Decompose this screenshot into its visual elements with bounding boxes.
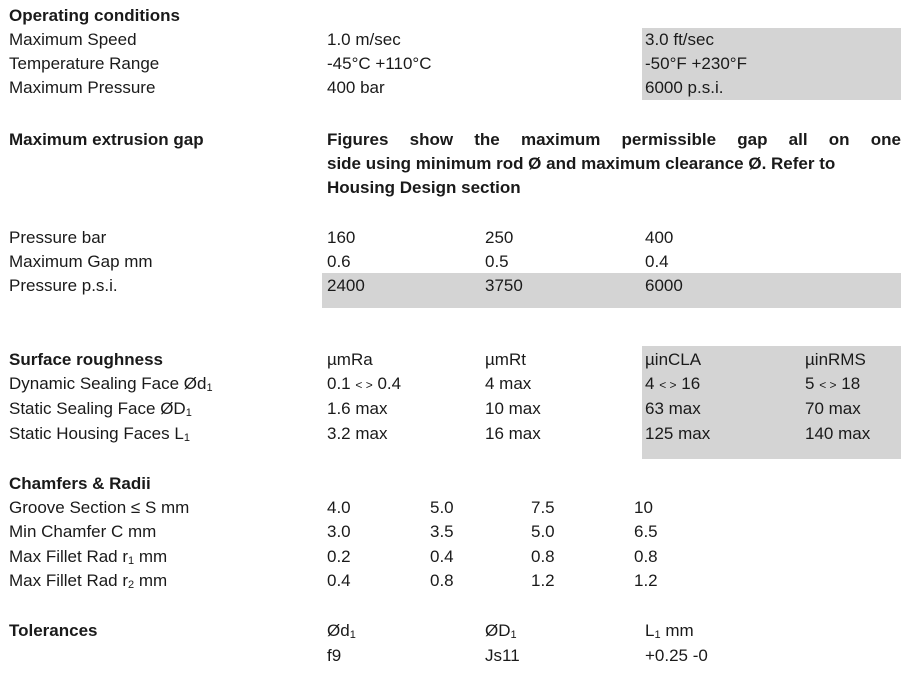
roughness-col-ra: µmRa [327,350,373,369]
tolerance-length-label-sub: 1 [654,629,661,641]
fillet-r2-label [9,569,167,593]
tolerance-rod-value: f9 [327,646,342,665]
dynamic-face-cla [645,372,700,397]
static-face-rms: 70 max [805,399,861,418]
groove-section-value-4: 10 [634,498,653,517]
fillet-r1-value-1: 0.2 [327,547,351,566]
dynamic-face-cla-b: 16 [681,374,701,393]
housing-faces-ra: 3.2 max [327,424,388,443]
tolerance-rod-label-text: Ød [327,621,350,640]
dynamic-face-rms-sep: < > [819,378,837,392]
max-pressure-metric: 400 bar [327,78,385,97]
dynamic-face-label-sub: 1 [206,382,213,394]
dynamic-face-ra-b: 0.4 [377,374,402,393]
dynamic-face-ra [327,372,401,397]
fillet-r2-value-4: 1.2 [634,571,658,590]
fillet-r2-label-text: Max Fillet Rad r [9,571,129,590]
tolerance-bore-label-text: ØD [485,621,511,640]
fillet-r2-value-1: 0.4 [327,571,351,590]
max-gap-value-3: 0.4 [645,252,669,271]
tolerance-bore-value: Js11 [485,646,520,665]
pressure-bar-label: Pressure bar [9,228,107,247]
tolerance-length-label-text: L [645,621,655,640]
max-gap-value-1: 0.6 [327,252,351,271]
roughness-col-cla: µinCLA [645,350,702,369]
min-chamfer-value-1: 3.0 [327,522,351,541]
dynamic-face-rt: 4 max [485,374,532,393]
fillet-r1-value-4: 0.8 [634,547,658,566]
housing-faces-rms: 140 max [805,424,871,443]
dynamic-face-rms [805,372,860,397]
min-chamfer-value-3: 5.0 [531,522,555,541]
groove-section-label-text: Groove Section ≤ S mm [9,498,190,517]
extrusion-note [327,128,901,200]
tolerance-length-value: +0.25 -0 [645,646,708,665]
groove-section-value-2: 5.0 [430,498,454,517]
max-speed-imperial: 3.0 ft/sec [645,30,714,49]
temperature-metric: -45°C +110°C [327,54,432,73]
min-chamfer-label-text: Min Chamfer C mm [9,522,157,541]
min-chamfer-value-4: 6.5 [634,522,658,541]
static-face-label [9,397,192,421]
static-face-cla: 63 max [645,399,701,418]
housing-faces-label-text: Static Housing Faces L [9,424,184,443]
dynamic-face-rms-a: 5 [805,374,815,393]
groove-section-label [9,496,189,520]
min-chamfer-value-2: 3.5 [430,522,454,541]
min-chamfer-label [9,520,156,544]
housing-faces-rt: 16 max [485,424,541,443]
tolerance-rod-label [327,619,356,643]
dynamic-face-ra-a: 0.1 [327,374,351,393]
extrusion-note-line3: Housing Design section [327,178,521,197]
static-face-label-sub: 1 [185,407,192,419]
chamfers-heading: Chamfers & Radii [9,474,151,493]
fillet-r2-label-sub: 2 [128,579,135,591]
pressure-psi-label: Pressure p.s.i. [9,276,118,295]
fillet-r1-label-sub: 1 [128,555,135,567]
fillet-r1-label [9,545,167,569]
pressure-psi-value-2: 3750 [485,276,523,295]
dynamic-face-label-text: Dynamic Sealing Face Ød [9,374,207,393]
fillet-r1-value-3: 0.8 [531,547,555,566]
dynamic-face-ra-sep: < > [355,378,373,392]
roughness-col-rms: µinRMS [805,350,866,369]
groove-section-value-1: 4.0 [327,498,351,517]
dynamic-face-cla-sep: < > [659,378,677,392]
extrusion-heading: Maximum extrusion gap [9,130,204,149]
tolerance-bore-label [485,619,517,643]
max-gap-label: Maximum Gap mm [9,252,153,271]
tolerance-bore-label-sub: 1 [510,629,517,641]
max-speed-label: Maximum Speed [9,30,137,49]
fillet-r2-value-2: 0.8 [430,571,454,590]
roughness-heading: Surface roughness [9,350,163,369]
temperature-imperial: -50°F +230°F [645,54,747,73]
static-face-ra: 1.6 max [327,399,388,418]
pressure-bar-value-1: 160 [327,228,356,247]
max-pressure-imperial: 6000 p.s.i. [645,78,724,97]
extrusion-note-line1: Figures show the maximum permissible gap all on one [327,130,901,149]
static-face-label-text: Static Sealing Face ØD [9,399,186,418]
housing-faces-label-sub: 1 [183,432,190,444]
housing-faces-cla: 125 max [645,424,711,443]
fillet-r1-value-2: 0.4 [430,547,454,566]
fillet-r1-label-text: Max Fillet Rad r [9,547,129,566]
static-face-rt: 10 max [485,399,541,418]
extrusion-note-line2: side using minimum rod Ø and maximum clearance Ø. Refer to [327,154,836,173]
dynamic-face-rms-b: 18 [841,374,861,393]
pressure-bar-value-3: 400 [645,228,674,247]
operating-heading: Operating conditions [9,6,180,25]
pressure-psi-value-1: 2400 [327,276,365,295]
groove-section-value-3: 7.5 [531,498,555,517]
fillet-r2-label-suffix: mm [134,571,168,590]
psi-row-shade [322,273,901,308]
dynamic-face-cla-a: 4 [645,374,655,393]
max-gap-value-2: 0.5 [485,252,509,271]
tolerance-length-label [645,619,694,643]
dynamic-face-label [9,372,213,396]
max-speed-metric: 1.0 m/sec [327,30,401,49]
tolerances-heading: Tolerances [9,621,98,640]
max-pressure-label: Maximum Pressure [9,78,156,97]
tolerance-rod-label-sub: 1 [349,629,356,641]
fillet-r2-value-3: 1.2 [531,571,555,590]
housing-faces-label [9,422,190,446]
roughness-col-rt: µmRt [485,350,526,369]
pressure-bar-value-2: 250 [485,228,514,247]
tolerance-length-label-suffix: mm [660,621,694,640]
fillet-r1-label-suffix: mm [134,547,168,566]
pressure-psi-value-3: 6000 [645,276,683,295]
temperature-label: Temperature Range [9,54,160,73]
